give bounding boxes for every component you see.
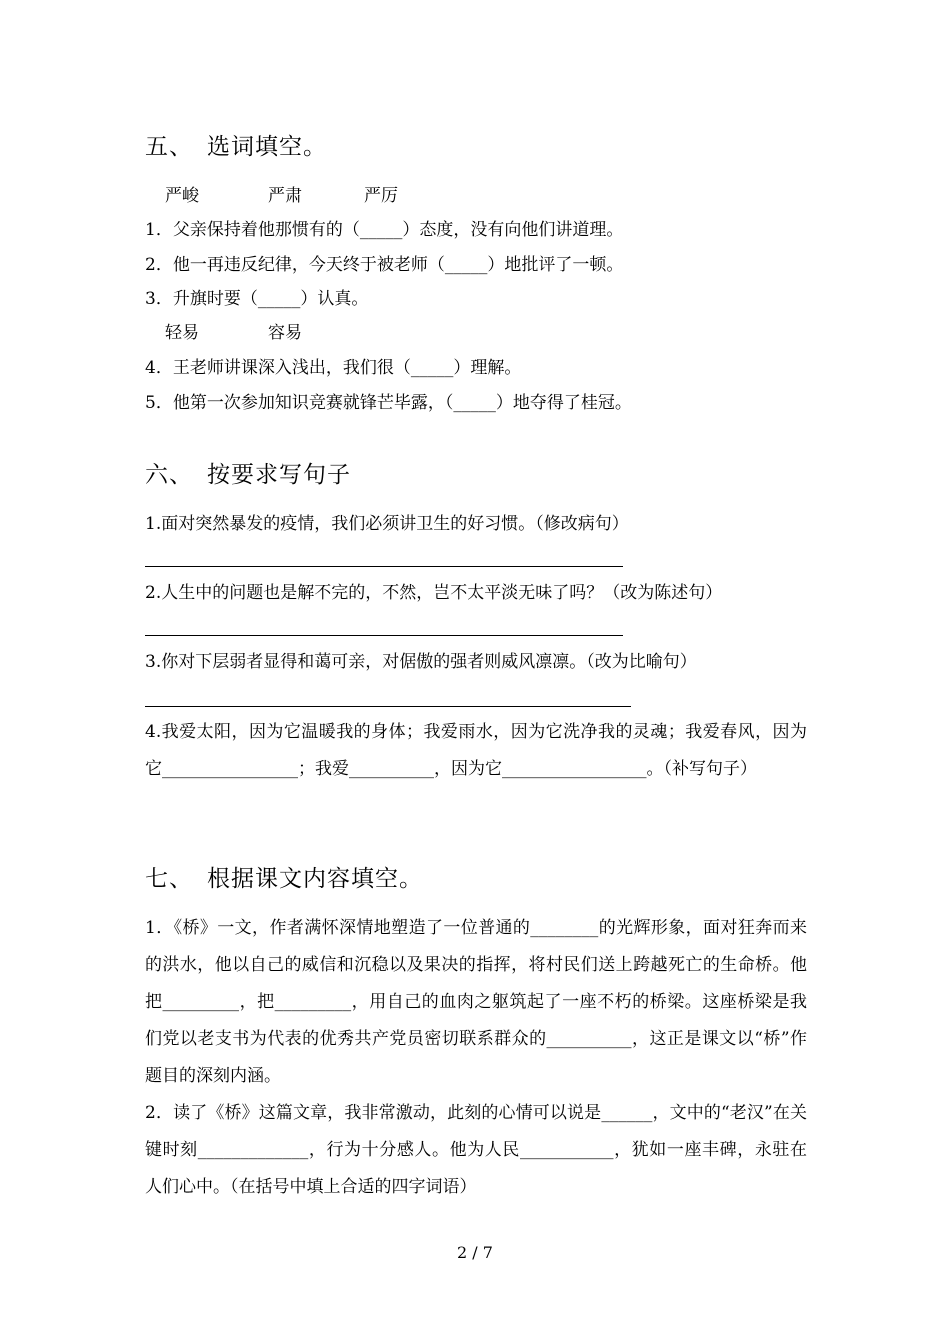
word-choice: 容易 [268, 323, 302, 343]
section5-title: 选词填空。 [207, 134, 327, 160]
word-choice: 轻易 [165, 323, 199, 343]
fill-item-3: 3．升旗时要（_____）认真。 [145, 289, 369, 309]
section5-heading [145, 132, 327, 162]
answer-line-2 [145, 635, 623, 636]
word-choice: 严峻 [165, 186, 199, 206]
word-choices-b [165, 322, 302, 344]
answer-line-3 [145, 706, 631, 707]
section6-title: 按要求写句子 [207, 462, 351, 488]
page-number: 2 / 7 [457, 1243, 493, 1262]
word-choice: 严肃 [268, 186, 302, 206]
text-fill-question-2: 2．读了《桥》这篇文章，我非常激动，此刻的心情可以说是______，文中的“老汉”在关键时刻_____________，行为十分感人。他为人民___________，犹如一座丰碑，永驻在人们心中。（在括号中填上合适的四字词语） [145, 1103, 807, 1197]
section7-heading [145, 864, 423, 894]
fill-item-4: 4．王老师讲课深入浅出，我们很（_____）理解。 [145, 358, 522, 378]
sentence-question-3: 3.你对下层弱者显得和蔼可亲，对倨傲的强者则威风凛凛。（改为比喻句） [145, 652, 697, 672]
fill-item-2: 2．他一再违反纪律，今天终于被老师（_____）地批评了一顿。 [145, 255, 624, 275]
sentence-question-4: 4.我爱太阳，因为它温暖我的身体；我爱雨水，因为它洗净我的灵魂；我爱春风，因为它________________；我爱__________，因为它_________________。（补写句子） [145, 722, 807, 779]
section7-title: 根据课文内容填空。 [207, 866, 423, 892]
answer-line-1 [145, 566, 623, 567]
section6-number: 六、 [145, 462, 193, 488]
text-fill-question-1: 1．《桥》一文，作者满怀深情地塑造了一位普通的________的光辉形象，面对狂奔而来的洪水，他以自己的威信和沉稳以及果决的指挥，将村民们送上跨越死亡的生命桥。他把_________，把_________，用自己的血肉之躯筑起了一座不朽的桥梁。这座桥梁是我们党以老支书为代表的优秀共产党员密切联系群众的__________，这正是课文以“桥”作题目的深刻内涵。 [145, 918, 807, 1086]
section5-number: 五、 [145, 134, 193, 160]
section7-number: 七、 [145, 866, 193, 892]
sentence-question-1: 1.面对突然暴发的疫情，我们必须讲卫生的好习惯。（修改病句） [145, 514, 629, 534]
fill-item-5: 5．他第一次参加知识竞赛就锋芒毕露，（_____）地夺得了桂冠。 [145, 393, 632, 413]
section6-heading [145, 460, 351, 490]
word-choices-a [165, 185, 398, 207]
fill-item-1: 1．父亲保持着他那惯有的（_____）态度，没有向他们讲道理。 [145, 220, 624, 240]
word-choice: 严厉 [364, 186, 398, 206]
sentence-question-2: 2.人生中的问题也是解不完的，不然，岂不太平淡无味了吗？（改为陈述句） [145, 583, 723, 603]
